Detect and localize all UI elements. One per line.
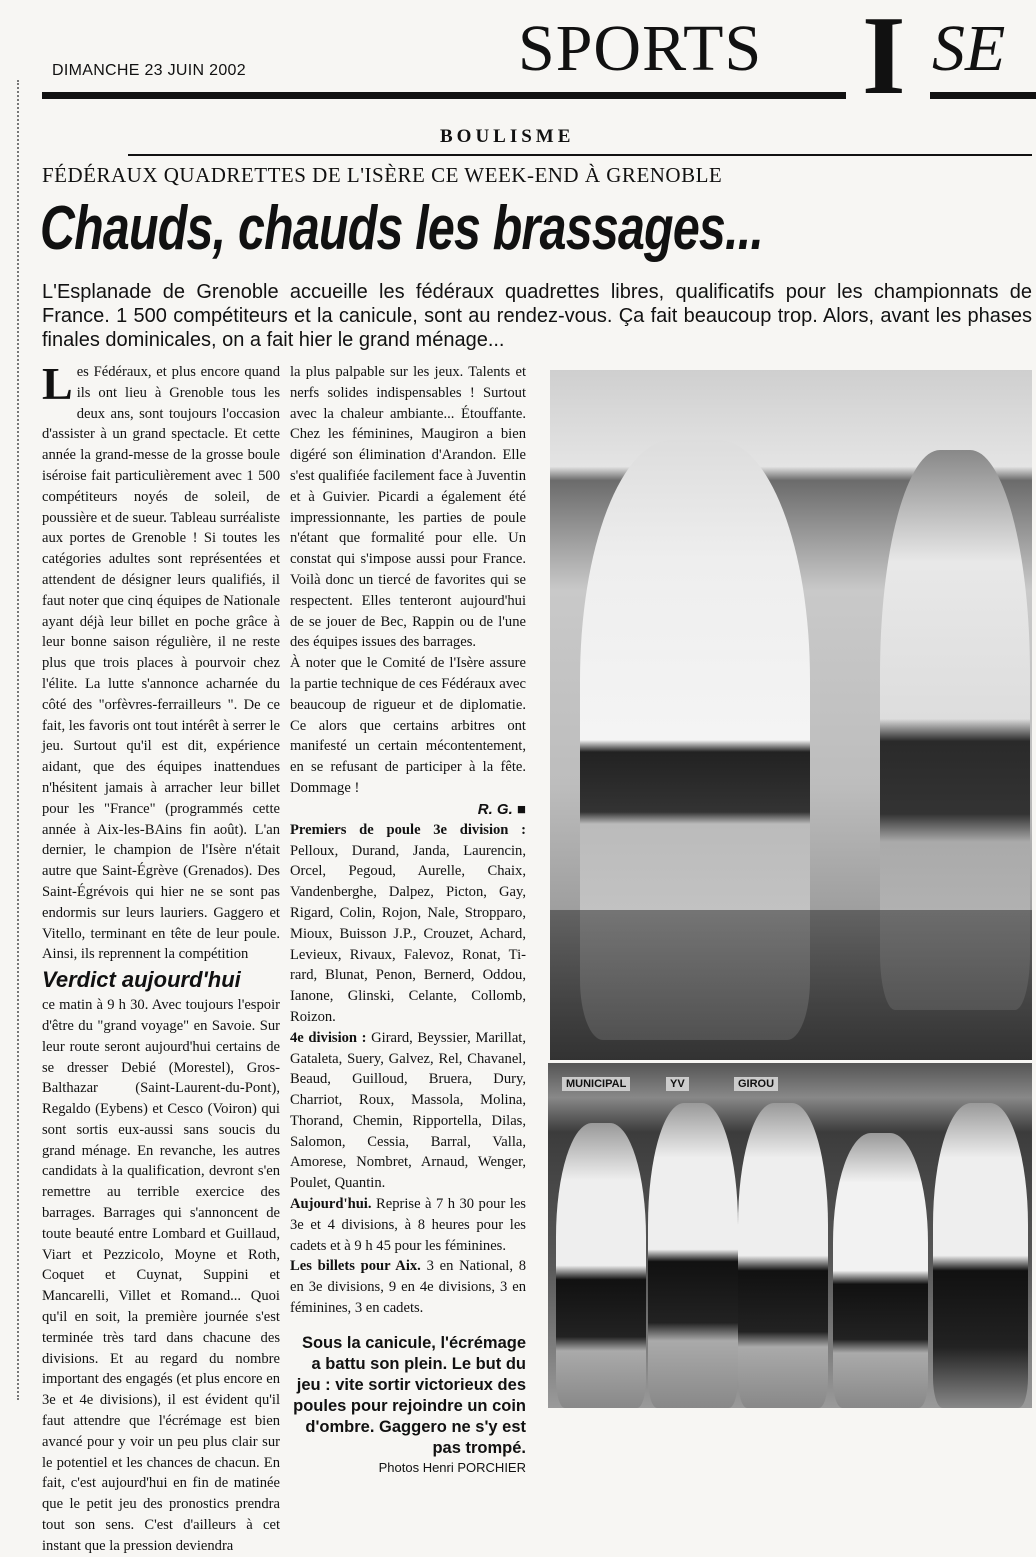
- photo-players-watching: [550, 370, 1032, 1060]
- headline: Chauds, chauds les brassages...: [40, 194, 764, 263]
- photo-sign: GIROU: [734, 1077, 778, 1091]
- photo-team-group: [548, 1063, 1032, 1408]
- tickets-text: 3 en National, 8 en 3e divisions, 9 en 4e divisions, 3 en féminines, 3 en cadets.: [290, 1258, 527, 1317]
- issue-date: DIMANCHE 23 JUIN 2002: [52, 62, 246, 79]
- article-column-2: [290, 362, 526, 1557]
- body-text: À noter que le Comité de l'Isère assure la partie technique de ces Fédéraux avec beaucoup de rigueur et de diplomatie. Ce alors que certains arbitres ont manifesté un certain mécontentement, en se refusant de participer à la fête. Dommage !: [290, 655, 526, 796]
- rubric-rule: [128, 154, 1032, 156]
- subheading: Verdict aujourd'hui: [42, 967, 241, 993]
- results-label: Premiers de poule 3e division :: [290, 821, 526, 838]
- photo-sign: MUNICIPAL: [562, 1077, 630, 1091]
- intro-paragraph: L'Esplanade de Grenoble accueille les fédéraux quadrettes libres, qualificatifs pour les championnats de France. 1 500 compétiteurs et la canicule, sont au rendez-vous. Ça fait beaucoup trop. Alors, avant les phases finales dominicales, on a fait hier le grand ménage...: [42, 281, 1032, 351]
- drop-cap: L: [42, 358, 73, 409]
- section-title: SPORTS: [518, 12, 763, 85]
- results-names: Pelloux, Durand, Janda, Laurencin, Orcel, Pegoud, Aurelle, Chaix, Vandenberghe, Dalpez, Picton, Gay, Rigard, Colin, Rojon, Nale, Stropparo, Mioux, Buisson J.P., Crouzet, Achard, Levieux, Rivaux, Falevoz, Ronat, Ti-: [290, 842, 526, 963]
- results-names: Girard, Beyssier, Marillat, Gataleta, Suery, Galvez, Rel, Chavanel, Beaud, Guilloud, Bruera, Dury, Charriot, Roux, Massola, Molina, Thorand, Chemin, Ripportella, Dilas, Salomon, Cessia, Barral, Valla, Amorese, Nombret, Arnaud, Wenger, Poulet, Quantin.: [290, 1029, 526, 1192]
- page-edge-dotted-line: [17, 80, 19, 1400]
- kicker: FÉDÉRAUX QUADRETTES DE L'ISÈRE CE WEEK-END À GRENOBLE: [42, 163, 723, 187]
- photo-credit: Photos Henri PORCHIER: [378, 1459, 526, 1475]
- schedule-label: Aujourd'hui.: [290, 1196, 372, 1213]
- rubric: BOULISME: [440, 126, 575, 147]
- author-signature: R. G. ■: [477, 800, 526, 818]
- tickets-label: Les billets pour Aix.: [290, 1258, 421, 1275]
- body-text: ce matin à 9 h 30. Avec toujours l'espoir d'être du "grand voyage" en Savoie. Sur leur route seront aujourd'hui certains de se dresser Debié (Morestel), Gros-Balthazar (Saint-Laurent-du-Pont), Regaldo (Eybens) et Cesco (Voiron) qui sont sortis eux-aussi sans soucis du grand ménage. En revanche, les autres candidats à la qualification, devront s'en remettre au terrible exercice des barrages. Barrages qui s'annoncent de toute beauté entre Lombard et Guillaud, Viart et Pezzicolo, Moyne et Roth, Coquet et Cuynat, Suppini et Mancarelli, Villet et Romand... Quoi qu'il en soit, la première journée s'est terminée très tard dans chacune des divisions. Et au regard du nombre important des engagés (et plus encore en 3e et 4e divisions), il est évident qu'il faut attendre que l'écrémage est bien avancé pour y voir un peu plus clair sur le potentiel et les chances de chacun. En fait, c'est aujourd'hui en fin de matinée que le petit jeu des pronostics prendra tout son sens. C'est d'ailleurs à cet instant que la pression deviendra: [42, 997, 280, 1554]
- photo-sign: YV: [666, 1077, 689, 1091]
- masthead-rule-right: [930, 92, 1036, 99]
- results-label: 4e division :: [290, 1029, 367, 1046]
- body-text: la plus palpable sur les jeux. Talents et nerfs solides indispensables ! Surtout avec la chaleur ambiante... Étouffante. Chez les féminines, Maugiron a bien digéré son élimination d'Arandon. Elle s'est qualifiée facilement face à Juventin et à Guivier. Picardi a également été impressionnante, les parties de poule n'étant que formalité pour elle. Un constat qui s'impose aussi pour France. Voilà donc un tiercé de favorites qui se respectent. Elles tenteront aujourd'hui de se jouer de Bec, Rappin ou de l'une des équipes issues des barrages.: [290, 364, 526, 651]
- schedule-text: Reprise à 7 h 30 pour les 3e et 4 divisions, à 8 heures pour les cadets et à 9 h 45 pour les féminines.: [290, 1196, 526, 1254]
- masthead-rule: [42, 92, 846, 99]
- body-text: es Fédéraux, et plus encore quand ils ont lieu à Grenoble tous les deux ans, sont toujours l'occasion d'assister à un grand spectacle. Et cette année la grand-messe de la grosse boule iséroise fait particulièrement avec 1 500 compétiteurs noyés de soleil, de poussière et de sueur. Tableau surréaliste aux portes de Grenoble ! Si toutes les catégories adultes sont représentées et attendent de désigner leurs qualifiés, il faut noter que cinq équipes de Nationale ayant déjà leur billet en poche grâce à leur bonne saison régulière, il ne reste plus que trois places à pourvoir chez l'élite. La lutte s'annonce acharnée du côté des "orfèvres-ferrailleurs ". De ce fait, les favoris ont tout intérêt à serrer le jeu. Surtout qu'il est dit, expérience aidant, que des équipes inattendues n'hésitent jamais à arracher leur billet pour les "France" (programmés cette année à Aix-les-BAins fin août). L'an dernier, le champion de l'Isère n'était autre que Saint-Égrève (Grenados). Des Saint-Égrévois qui hier ne se sont pas endormis sur leurs lauriers. Gaggero et Vitello, terminant en tête de leur poule. Ainsi, ils reprennent la compétition: [42, 364, 280, 963]
- results-names: rard, Blunat, Penon, Bernerd, Oddou, Ianone, Glinski, Celante, Collomb, Roizon.: [290, 967, 526, 1025]
- section-logo-letter: I: [862, 0, 906, 118]
- section-logo-suffix: SE: [932, 12, 1006, 85]
- photo-caption: Sous la canicule, l'écrémage a battu son plein. Le but du jeu : vite sortir victorieux des poules pour rejoindre un coin d'ombre. Gaggero ne s'y est pas trompé.: [293, 1333, 526, 1457]
- article-column-1: [42, 358, 280, 1557]
